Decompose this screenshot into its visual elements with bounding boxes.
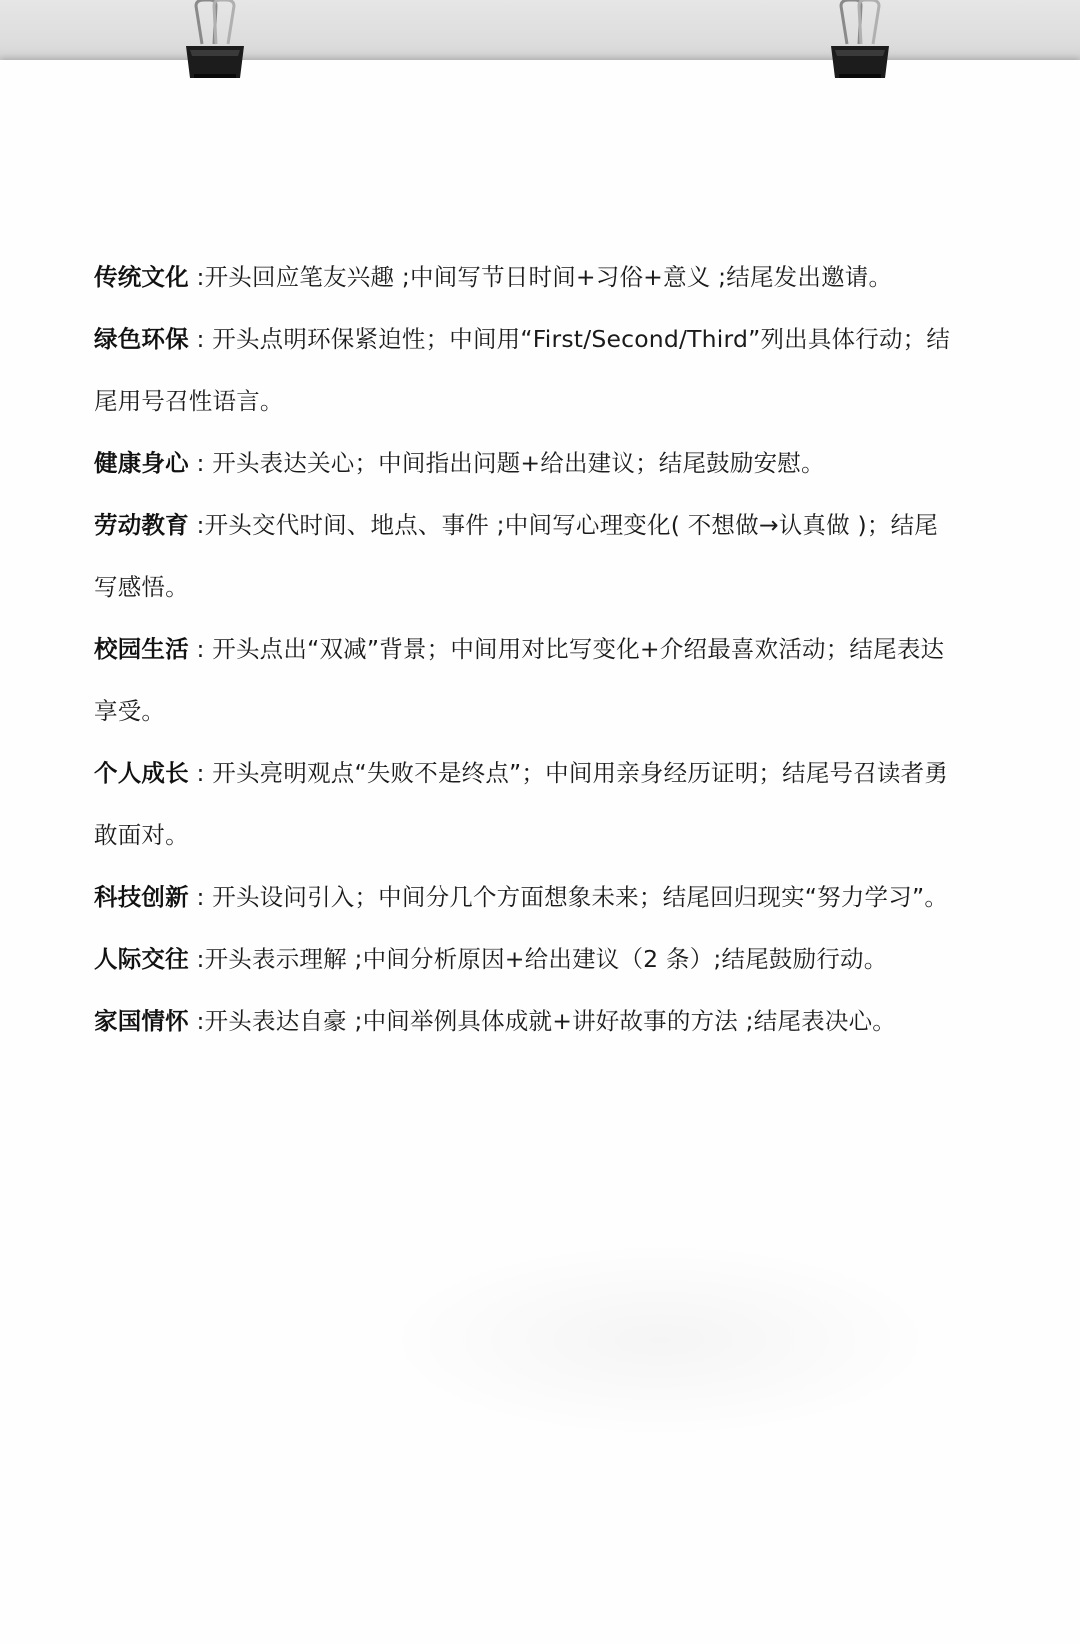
entry-separator: : (188, 945, 205, 973)
entry-patriotism (94, 990, 954, 1052)
entry-separator: : (188, 263, 205, 291)
entry-text: 开头点出“双减”背景；中间用对比写变化+介绍最喜欢活动；结尾表达享受。 (94, 635, 945, 725)
entry-personal-growth (94, 742, 954, 866)
binder-clip-right-icon (825, 0, 895, 82)
entry-text: 开头点明环保紧迫性；中间用“First/Second/Third”列出具体行动；结尾用号召性语言。 (94, 325, 951, 415)
entry-topic: 个人成长 (94, 759, 189, 787)
entry-topic: 传统文化 (94, 263, 189, 291)
entry-separator: : (188, 759, 213, 787)
entry-green-environment (94, 308, 954, 432)
entry-topic: 绿色环保 (94, 325, 189, 353)
entry-topic: 人际交往 (94, 945, 189, 973)
entry-text: 开头设问引入；中间分几个方面想象未来；结尾回归现实“努力学习”。 (212, 883, 949, 911)
binder-clip-left-icon (180, 0, 250, 82)
entry-topic: 科技创新 (94, 883, 189, 911)
entry-separator: : (188, 511, 205, 539)
entry-separator: : (188, 883, 213, 911)
entry-topic: 家国情怀 (94, 1007, 189, 1035)
entry-topic: 校园生活 (94, 635, 189, 663)
entry-separator: : (188, 449, 213, 477)
entry-text: 开头表达自豪 ;中间举例具体成就+讲好故事的方法 ;结尾表决心。 (204, 1007, 896, 1035)
entry-text: 开头表示理解 ;中间分析原因+给出建议（2 条）;结尾鼓励行动。 (204, 945, 888, 973)
top-backdrop-strip (0, 0, 1080, 64)
entry-traditional-culture (94, 246, 954, 308)
entry-separator: : (188, 1007, 205, 1035)
entry-text: 开头表达关心；中间指出问题+给出建议；结尾鼓励安慰。 (212, 449, 825, 477)
entry-text: 开头交代时间、地点、事件 ;中间写心理变化( 不想做→认真做 )；结尾写感悟。 (94, 511, 938, 601)
entry-separator: : (188, 325, 213, 353)
entry-topic: 劳动教育 (94, 511, 189, 539)
entry-campus-life (94, 618, 954, 742)
entry-tech-innovation (94, 866, 954, 928)
entry-interpersonal (94, 928, 954, 990)
entry-topic: 健康身心 (94, 449, 189, 477)
entry-health (94, 432, 954, 494)
entry-labor-education (94, 494, 954, 618)
paper-shadow (380, 1240, 940, 1440)
entry-text: 开头回应笔友兴趣 ;中间写节日时间+习俗+意义 ;结尾发出邀请。 (204, 263, 893, 291)
entry-text: 开头亮明观点“失败不是终点”；中间用亲身经历证明；结尾号召读者勇敢面对。 (94, 759, 949, 849)
document-body (94, 246, 954, 1052)
entry-separator: : (188, 635, 213, 663)
